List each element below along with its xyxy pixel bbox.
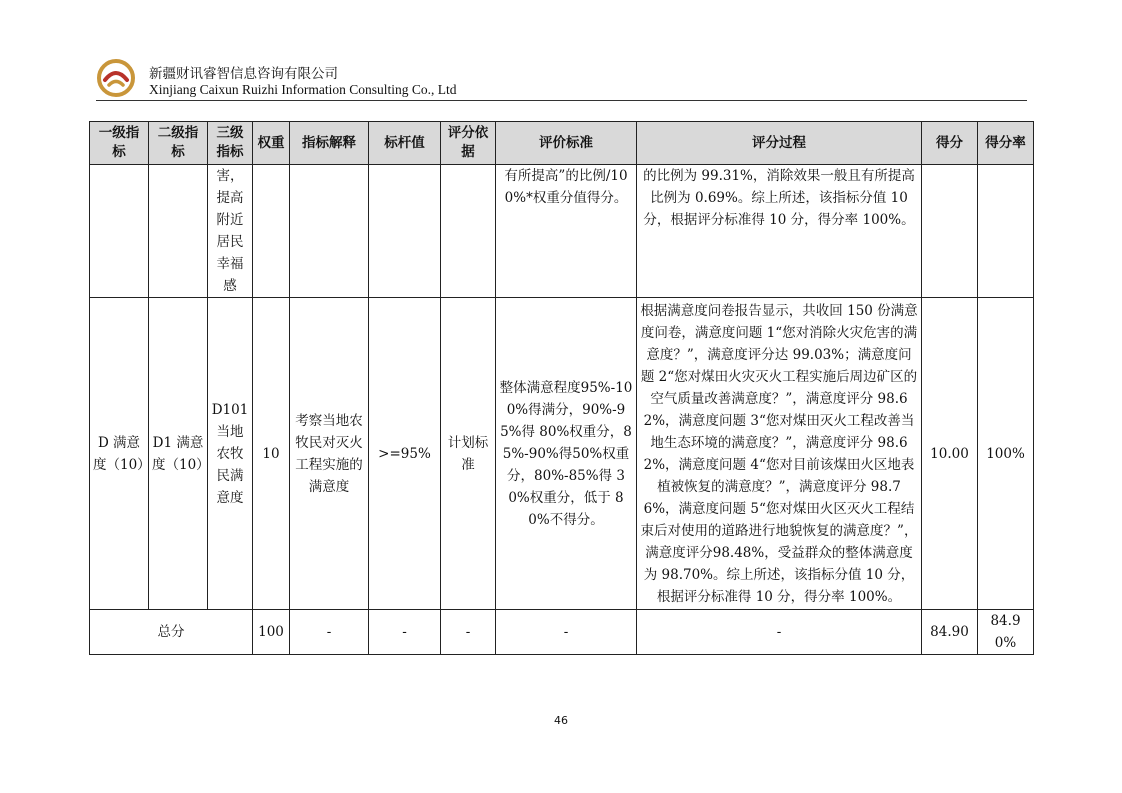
cell-total-weight: 100 (253, 610, 290, 655)
cell-standard: 有所提高”的比例/100%*权重分值得分。 (496, 165, 637, 298)
cell-level2: D1 满意度（10） (149, 298, 208, 610)
cell-basis: 计划标准 (441, 298, 496, 610)
cell-total-basis: - (441, 610, 496, 655)
header-process: 评分过程 (637, 122, 922, 165)
cell-level3: 害，提高附近居民幸福感 (208, 165, 253, 298)
cell-explanation: 考察当地农牧民对灭火工程实施的满意度 (290, 298, 369, 610)
table-row (90, 298, 1034, 610)
cell-standard: 整体满意程度95%-100%得满分，90%-95%得 80%权重分，85%-90%得50%权重分，80%-85%得 30%权重分，低于 80%不得分。 (496, 298, 637, 610)
header-basis: 评分依据 (441, 122, 496, 165)
cell-process: 根据满意度问卷报告显示，共收回 150 份满意度问卷，满意度问题 1“您对消除火灾危害的满意度？”，满意度评分达 99.03%；满意度问题 2“您对煤田火灾灭火工程实施后周边矿区的空气质量改善满意度？”，满意度评分 98.62%，满意度问题 3“您对煤田灭火工程改善当地生态环境的满意度？”，满意度评分 98.62%，满意度问题 4“您对目前该煤田火区地表植被恢复的满意度？”，满意度评分 98.76%，满意度问题 5“您对煤田火区灭火工程结束后对使用的道路进行地貌恢复的满意度？”，满意度评分98.48%，受益群众的整体满意度为 98.70%。综上所述，该指标分值 10 分，根据评分标准得 10 分，得分率 100%。 (637, 298, 922, 610)
header-rate: 得分率 (978, 122, 1034, 165)
company-logo-icon (96, 58, 136, 98)
header-benchmark: 标杆值 (369, 122, 441, 165)
header-level1: 一级指标 (90, 122, 149, 165)
cell-benchmark: >=95% (369, 298, 441, 610)
header-level3: 三级指标 (208, 122, 253, 165)
cell-score: 10.00 (922, 298, 978, 610)
header-score: 得分 (922, 122, 978, 165)
header-standard: 评价标准 (496, 122, 637, 165)
evaluation-table (89, 121, 1034, 655)
company-name-en: Xinjiang Caixun Ruizhi Information Consulting Co., Ltd (149, 82, 457, 97)
cell-rate: 100% (978, 298, 1034, 610)
header-divider (96, 100, 1027, 101)
cell-total-rate: 84.90% (978, 610, 1034, 655)
cell-total-standard: - (496, 610, 637, 655)
cell-level1: D 满意度（10） (90, 298, 149, 610)
table-header-row (90, 122, 1034, 165)
header-level2: 二级指标 (149, 122, 208, 165)
page-number: 46 (554, 714, 568, 727)
cell-level3: D101当地农牧民满意度 (208, 298, 253, 610)
cell-total-label: 总分 (90, 610, 253, 655)
header-explanation: 指标解释 (290, 122, 369, 165)
cell-total-explanation: - (290, 610, 369, 655)
page-header (96, 56, 1026, 102)
cell-process: 的比例为 99.31%，消除效果一般且有所提高比例为 0.69%。综上所述，该指标分值 10分，根据评分标准得 10 分，得分率 100%。 (637, 165, 922, 298)
cell-weight: 10 (253, 298, 290, 610)
total-row (90, 610, 1034, 655)
cell-total-score: 84.90 (922, 610, 978, 655)
header-weight: 权重 (253, 122, 290, 165)
cell-total-benchmark: - (369, 610, 441, 655)
company-name-cn: 新疆财讯睿智信息咨询有限公司 (149, 66, 338, 82)
cell-total-process: - (637, 610, 922, 655)
table-row (90, 165, 1034, 298)
